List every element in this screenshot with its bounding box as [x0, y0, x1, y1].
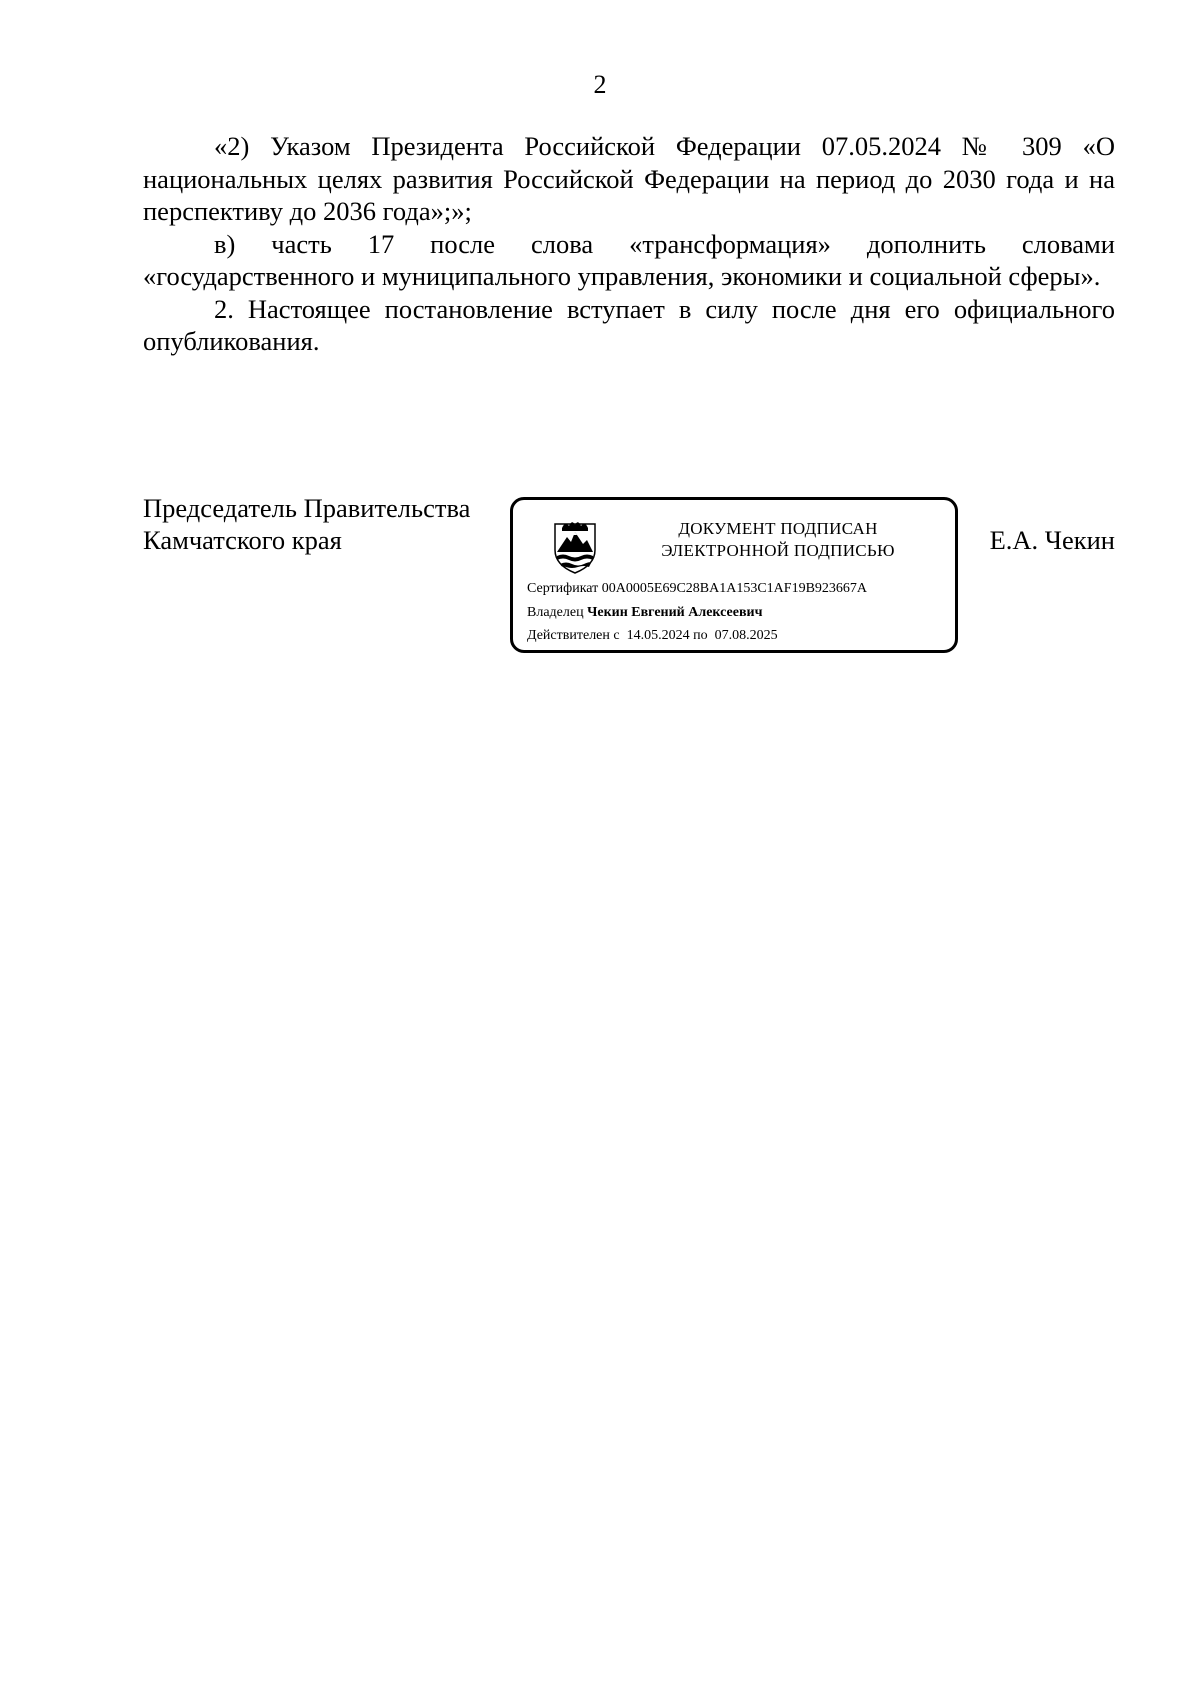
valid-from-label: Действителен с: [527, 628, 620, 643]
certificate-label: Сертификат: [527, 581, 599, 596]
stamp-validity-row: [527, 624, 867, 648]
kamchatka-coat-of-arms-icon: [551, 516, 599, 574]
signatory-position: [143, 492, 470, 556]
valid-to-label: по: [693, 628, 708, 643]
electronic-signature-stamp: [510, 497, 958, 653]
stamp-title-line-1: ДОКУМЕНТ ПОДПИСАН: [678, 519, 878, 538]
owner-label: Владелец: [527, 604, 584, 620]
valid-to-date: 07.08.2025: [714, 628, 778, 643]
paragraph-entry-into-force: 2. Настоящее постановление вступает в силу после дня его официального опубликования.: [143, 293, 1115, 356]
certificate-value: 00A0005E69C28BA1A153C1AF19B923667A: [601, 581, 868, 596]
paragraph-decree-reference: «2) Указом Президента Российской Федерации 07.05.2024 № 309 «О национальных целях развития Российской Федерации на период до 2030 года и на перспективу до 2036 года»;»;: [143, 131, 1115, 226]
stamp-title-line-2: ЭЛЕКТРОННОЙ ПОДПИСЬЮ: [661, 541, 895, 560]
document-body: [143, 130, 1115, 358]
signatory-position-line-2: Камчатского края: [143, 525, 342, 555]
page-number: 2: [593, 70, 607, 99]
paragraph-part-17-amendment: в) часть 17 после слова «трансформация» дополнить словами «государственного и муниципального управления, экономики и социальной сферы».: [143, 228, 1115, 291]
stamp-certificate-row: [527, 577, 867, 601]
stamp-title: [613, 518, 943, 562]
valid-from-date: 14.05.2024: [626, 628, 690, 643]
owner-value: Чекин Евгений Алексеевич: [587, 604, 763, 620]
stamp-owner-row: [527, 601, 867, 625]
signatory-name: Е.А. Чекин: [989, 525, 1115, 555]
signatory-position-line-1: Председатель Правительства: [143, 493, 471, 523]
stamp-details: [527, 577, 867, 648]
